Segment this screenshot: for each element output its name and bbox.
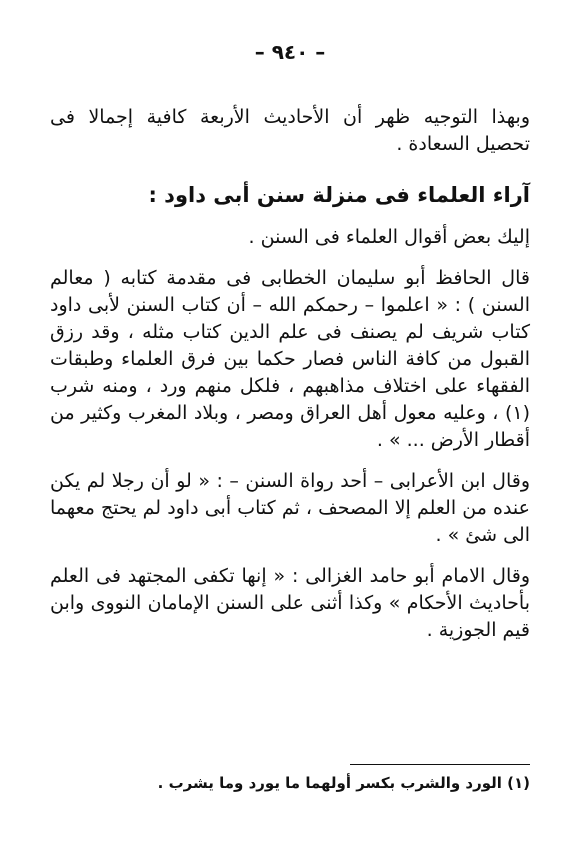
paragraph-lead: إليك بعض أقوال العلماء فى السنن .: [248, 226, 530, 248]
paragraph-khattabi: قال الحافظ أبو سليمان الخطابى فى مقدمة كتابه ( معالم السنن ) : « اعلموا – رحمكم الله – أن كتاب السنن لأبى داود كتاب شريف لم يصنف فى علم الدين كتاب مثله ، وقد رزق القبول من كافة الناس فصار حكما بين فرق العلماء وطبقات الفقهاء على اختلاف مذاهبهم ، فلكل منهم ورد ، ومنه شرب (١) ، وعليه معول أهل العراق ومصر ، وبلاد المغرب وكثير من أقطار الأرض ... » .: [50, 267, 530, 451]
section-heading: آراء العلماء فى منزلة سنن أبى داود :: [148, 183, 530, 207]
paragraph-ibn-arabi: وقال ابن الأعرابى – أحد رواة السنن – : « لو أن رجلا لم يكن عنده من العلم إلا المصحف ، ثم كتاب أبى داود لم يحتج معهما الى شئ » .: [50, 470, 530, 546]
page-number: – ٩٤٠ –: [254, 40, 326, 64]
footnote: (١) الورد والشرب بكسر أولهما ما يورد وما يشرب .: [157, 774, 530, 792]
paragraph-intro: وبهذا التوجيه ظهر أن الأحاديث الأربعة كافية إجمالا فى تحصيل السعادة .: [50, 106, 530, 155]
footnote-divider: [350, 764, 530, 765]
paragraph-ghazali: وقال الامام أبو حامد الغزالى : « إنها تكفى المجتهد فى العلم بأحاديث الأحكام » وكذا أثنى على السنن الإمامان النووى وابن قيم الجوزية .: [50, 565, 530, 641]
page-body: [50, 104, 530, 658]
